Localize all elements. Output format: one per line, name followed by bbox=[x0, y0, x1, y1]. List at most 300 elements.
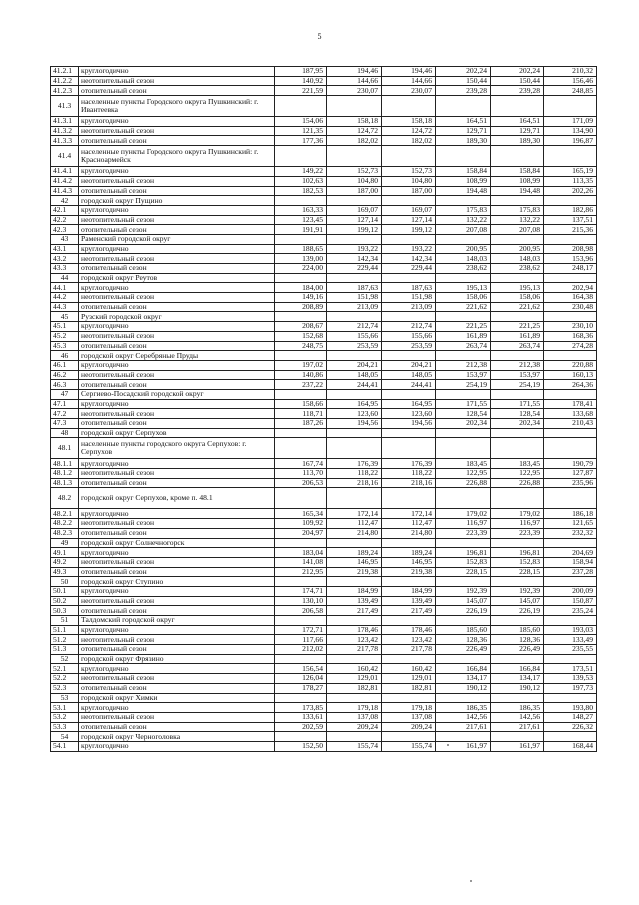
tariff-value-2: 187,00 bbox=[327, 186, 382, 196]
row-name: городской округ Серебряные Пруды bbox=[79, 351, 275, 361]
tariff-value-1 bbox=[275, 273, 327, 283]
tariff-value-6 bbox=[544, 693, 597, 703]
tariff-value-6 bbox=[544, 438, 597, 459]
row-name: отопительный сезон bbox=[79, 419, 275, 429]
tariff-value-4 bbox=[436, 438, 491, 459]
tariff-value-5: 142,56 bbox=[491, 712, 544, 722]
row-name: неотопительный сезон bbox=[79, 126, 275, 136]
tariff-value-2: 123,60 bbox=[327, 409, 382, 419]
tariff-value-6: 139,53 bbox=[544, 674, 597, 684]
tariff-value-4: 196,81 bbox=[436, 548, 491, 558]
row-name: круглогодично bbox=[79, 67, 275, 77]
tariff-value-3: 229,44 bbox=[382, 264, 436, 274]
tariff-value-2: 112,47 bbox=[327, 519, 382, 529]
tariff-value-3: 253,59 bbox=[382, 341, 436, 351]
table-row bbox=[51, 351, 597, 361]
tariff-value-4 bbox=[436, 96, 491, 117]
tariff-value-3: 184,99 bbox=[382, 586, 436, 596]
row-name: неотопительный сезон bbox=[79, 76, 275, 86]
table-row bbox=[51, 380, 597, 390]
row-code: 49.1 bbox=[51, 548, 79, 558]
tariff-value-6: 237,28 bbox=[544, 567, 597, 577]
tariff-value-5: 183,45 bbox=[491, 459, 544, 469]
table-row bbox=[51, 370, 597, 380]
tariff-value-2: 139,49 bbox=[327, 596, 382, 606]
tariff-value-3 bbox=[382, 654, 436, 664]
tariff-value-4 bbox=[436, 351, 491, 361]
tariff-value-4 bbox=[436, 389, 491, 399]
tariff-value-1 bbox=[275, 312, 327, 322]
tariff-value-6 bbox=[544, 389, 597, 399]
row-name: городской округ Фрязино bbox=[79, 654, 275, 664]
tariff-value-5: 226,49 bbox=[491, 645, 544, 655]
row-code: 41.4.3 bbox=[51, 186, 79, 196]
tariff-value-4: 132,22 bbox=[436, 215, 491, 225]
tariff-value-4 bbox=[436, 146, 491, 167]
table-row bbox=[51, 419, 597, 429]
tariff-value-4: 238,62 bbox=[436, 264, 491, 274]
tariff-value-4 bbox=[436, 273, 491, 283]
row-name: населенные пункты Городского округа Пушкинский: г. Красноармейск bbox=[79, 146, 275, 167]
tariff-value-4: 158,84 bbox=[436, 167, 491, 177]
row-name: городской округ Химки bbox=[79, 693, 275, 703]
row-code: 50.2 bbox=[51, 596, 79, 606]
tariff-value-1 bbox=[275, 488, 327, 509]
tariff-value-1: 102,63 bbox=[275, 176, 327, 186]
tariff-value-4 bbox=[436, 693, 491, 703]
tariff-value-1: 109,92 bbox=[275, 519, 327, 529]
tariff-value-5: 158,84 bbox=[491, 167, 544, 177]
tariff-value-3: 219,38 bbox=[382, 567, 436, 577]
row-name: отопительный сезон bbox=[79, 722, 275, 732]
tariff-value-5 bbox=[491, 654, 544, 664]
tariff-value-4: 221,62 bbox=[436, 302, 491, 312]
tariff-value-4: 150,44 bbox=[436, 76, 491, 86]
table-row bbox=[51, 234, 597, 244]
tariff-value-1 bbox=[275, 146, 327, 167]
tariff-value-6: 220,88 bbox=[544, 360, 597, 370]
table-row bbox=[51, 409, 597, 419]
row-name: отопительный сезон bbox=[79, 341, 275, 351]
table-row bbox=[51, 577, 597, 587]
tariff-value-5: 175,83 bbox=[491, 205, 544, 215]
table-row bbox=[51, 428, 597, 438]
tariff-value-6: 226,32 bbox=[544, 722, 597, 732]
tariff-value-3 bbox=[382, 616, 436, 626]
tariff-value-4: 186,35 bbox=[436, 703, 491, 713]
row-name: отопительный сезон bbox=[79, 302, 275, 312]
row-name: отопительный сезон bbox=[79, 264, 275, 274]
tariff-value-4: 254,19 bbox=[436, 380, 491, 390]
tariff-value-4: 195,13 bbox=[436, 283, 491, 293]
tariff-value-5: 158,06 bbox=[491, 293, 544, 303]
row-name: неотопительный сезон bbox=[79, 674, 275, 684]
tariff-value-4: 122,95 bbox=[436, 469, 491, 479]
tariff-value-3 bbox=[382, 538, 436, 548]
tariff-value-6: 178,41 bbox=[544, 399, 597, 409]
row-name: круглогодично bbox=[79, 664, 275, 674]
tariff-value-6 bbox=[544, 577, 597, 587]
tariff-value-1 bbox=[275, 693, 327, 703]
row-code: 41.4.2 bbox=[51, 176, 79, 186]
row-code: 50.1 bbox=[51, 586, 79, 596]
table-row bbox=[51, 322, 597, 332]
tariff-value-6: 148,27 bbox=[544, 712, 597, 722]
tariff-value-6: 248,17 bbox=[544, 264, 597, 274]
tariff-value-6: 173,51 bbox=[544, 664, 597, 674]
row-code: 48.1 bbox=[51, 438, 79, 459]
tariff-value-3: 142,34 bbox=[382, 254, 436, 264]
tariff-value-1: 202,59 bbox=[275, 722, 327, 732]
table-row bbox=[51, 722, 597, 732]
row-code: 52.3 bbox=[51, 683, 79, 693]
row-name: круглогодично bbox=[79, 399, 275, 409]
table-row bbox=[51, 557, 597, 567]
tariff-value-6 bbox=[544, 616, 597, 626]
row-code: 51.1 bbox=[51, 625, 79, 635]
row-name: отопительный сезон bbox=[79, 225, 275, 235]
row-code: 48.2.1 bbox=[51, 509, 79, 519]
tariff-value-3: 172,14 bbox=[382, 509, 436, 519]
tariff-value-5 bbox=[491, 693, 544, 703]
tariff-value-5: 207,08 bbox=[491, 225, 544, 235]
tariff-value-6 bbox=[544, 196, 597, 206]
table-row bbox=[51, 635, 597, 645]
tariff-value-4: 226,19 bbox=[436, 606, 491, 616]
tariff-value-5: 254,19 bbox=[491, 380, 544, 390]
tariff-value-1: 139,00 bbox=[275, 254, 327, 264]
tariff-value-4: 190,12 bbox=[436, 683, 491, 693]
tariff-value-6: 264,36 bbox=[544, 380, 597, 390]
tariff-value-2: 193,22 bbox=[327, 244, 382, 254]
tariff-value-3: 212,74 bbox=[382, 322, 436, 332]
table-row bbox=[51, 176, 597, 186]
row-code: 51 bbox=[51, 616, 79, 626]
tariff-value-3: 123,60 bbox=[382, 409, 436, 419]
tariff-value-5: 186,35 bbox=[491, 703, 544, 713]
tariff-value-3 bbox=[382, 234, 436, 244]
tariff-value-5: 134,17 bbox=[491, 674, 544, 684]
tariff-value-1: 178,27 bbox=[275, 683, 327, 693]
table-row bbox=[51, 616, 597, 626]
tariff-value-1: 204,97 bbox=[275, 528, 327, 538]
tariff-value-4: 183,45 bbox=[436, 459, 491, 469]
table-row bbox=[51, 625, 597, 635]
tariff-value-1: 140,92 bbox=[275, 76, 327, 86]
tariff-value-4: 223,39 bbox=[436, 528, 491, 538]
table-row bbox=[51, 567, 597, 577]
tariff-value-4 bbox=[436, 654, 491, 664]
tariff-value-1: 133,61 bbox=[275, 712, 327, 722]
row-name: неотопительный сезон bbox=[79, 409, 275, 419]
tariff-value-1: 163,33 bbox=[275, 205, 327, 215]
row-code: 42.2 bbox=[51, 215, 79, 225]
tariff-value-3 bbox=[382, 693, 436, 703]
tariff-value-6: 274,28 bbox=[544, 341, 597, 351]
tariff-value-5: 161,97 bbox=[491, 741, 544, 751]
tariff-value-2: 158,18 bbox=[327, 117, 382, 127]
tariff-value-2: 199,12 bbox=[327, 225, 382, 235]
tariff-value-1: 141,08 bbox=[275, 557, 327, 567]
tariff-value-5 bbox=[491, 577, 544, 587]
tariff-value-3 bbox=[382, 273, 436, 283]
tariff-value-6: 235,96 bbox=[544, 478, 597, 488]
tariff-value-1: 140,86 bbox=[275, 370, 327, 380]
tariff-value-2 bbox=[327, 438, 382, 459]
tariff-value-6: 133,68 bbox=[544, 409, 597, 419]
tariff-value-6 bbox=[544, 146, 597, 167]
tariff-value-5: 132,22 bbox=[491, 215, 544, 225]
tariff-value-4 bbox=[436, 312, 491, 322]
tariff-value-6: 248,85 bbox=[544, 86, 597, 96]
row-name: неотопительный сезон bbox=[79, 254, 275, 264]
tariff-value-4: 153,97 bbox=[436, 370, 491, 380]
tariff-value-5: 116,97 bbox=[491, 519, 544, 529]
tariff-value-5: 202,24 bbox=[491, 67, 544, 77]
row-name: городской округ Серпухов bbox=[79, 428, 275, 438]
tariff-value-1: 154,06 bbox=[275, 117, 327, 127]
row-name: неотопительный сезон bbox=[79, 331, 275, 341]
table-row bbox=[51, 389, 597, 399]
row-code: 41.3.2 bbox=[51, 126, 79, 136]
row-name: населенные пункты Городского округа Пушкинский: г. Ивантеевка bbox=[79, 96, 275, 117]
row-name: отопительный сезон bbox=[79, 645, 275, 655]
row-name: Рузский городской округ bbox=[79, 312, 275, 322]
table-row bbox=[51, 703, 597, 713]
tariff-value-5: 122,95 bbox=[491, 469, 544, 479]
tariff-value-2: 144,66 bbox=[327, 76, 382, 86]
tariff-value-1: 184,00 bbox=[275, 283, 327, 293]
row-code: 41.3.3 bbox=[51, 136, 79, 146]
tariff-value-6: 137,51 bbox=[544, 215, 597, 225]
tariff-value-2: 179,18 bbox=[327, 703, 382, 713]
tariff-value-4: 134,17 bbox=[436, 674, 491, 684]
tariff-value-4: 161,89 bbox=[436, 331, 491, 341]
tariff-value-1: 121,35 bbox=[275, 126, 327, 136]
row-name: городской округ Пущино bbox=[79, 196, 275, 206]
row-name: круглогодично bbox=[79, 117, 275, 127]
row-code: 48.2 bbox=[51, 488, 79, 509]
tariff-value-2: 219,38 bbox=[327, 567, 382, 577]
row-code: 41.4 bbox=[51, 146, 79, 167]
row-name: круглогодично bbox=[79, 703, 275, 713]
tariff-value-6: 156,46 bbox=[544, 76, 597, 86]
tariff-value-4: 263,74 bbox=[436, 341, 491, 351]
row-name: круглогодично bbox=[79, 509, 275, 519]
tariff-value-5 bbox=[491, 146, 544, 167]
row-code: 51.2 bbox=[51, 635, 79, 645]
tariff-value-2: 229,44 bbox=[327, 264, 382, 274]
tariff-value-4: 171,55 bbox=[436, 399, 491, 409]
tariff-value-1: 172,71 bbox=[275, 625, 327, 635]
tariff-value-1 bbox=[275, 389, 327, 399]
tariff-value-1: 237,22 bbox=[275, 380, 327, 390]
tariff-value-1: 197,02 bbox=[275, 360, 327, 370]
tariff-value-3 bbox=[382, 146, 436, 167]
tariff-value-4: 161,97 bbox=[436, 741, 491, 751]
tariff-value-6: 113,35 bbox=[544, 176, 597, 186]
tariff-value-5: 145,07 bbox=[491, 596, 544, 606]
tariff-value-2: 123,42 bbox=[327, 635, 382, 645]
tariff-value-1 bbox=[275, 438, 327, 459]
tariff-value-2 bbox=[327, 693, 382, 703]
table-row bbox=[51, 146, 597, 167]
tariff-value-3: 182,02 bbox=[382, 136, 436, 146]
tariff-value-3 bbox=[382, 732, 436, 742]
tariff-value-6 bbox=[544, 96, 597, 117]
tariff-value-3 bbox=[382, 577, 436, 587]
tariff-value-5: 221,62 bbox=[491, 302, 544, 312]
row-name: Талдомский городской округ bbox=[79, 616, 275, 626]
row-code: 48 bbox=[51, 428, 79, 438]
row-name: неотопительный сезон bbox=[79, 370, 275, 380]
tariff-value-6: 164,38 bbox=[544, 293, 597, 303]
tariff-value-1 bbox=[275, 616, 327, 626]
tariff-value-4 bbox=[436, 538, 491, 548]
tariff-value-6 bbox=[544, 312, 597, 322]
tariff-value-5: 195,13 bbox=[491, 283, 544, 293]
tariff-value-1: 221,59 bbox=[275, 86, 327, 96]
table-row bbox=[51, 654, 597, 664]
row-name: отопительный сезон bbox=[79, 478, 275, 488]
tariff-value-3: 213,09 bbox=[382, 302, 436, 312]
tariff-value-6 bbox=[544, 234, 597, 244]
tariff-value-2: 129,01 bbox=[327, 674, 382, 684]
tariff-value-4 bbox=[436, 428, 491, 438]
row-name: круглогодично bbox=[79, 459, 275, 469]
tariff-value-3: 217,49 bbox=[382, 606, 436, 616]
tariff-value-3: 182,81 bbox=[382, 683, 436, 693]
tariff-value-2: 253,59 bbox=[327, 341, 382, 351]
tariff-value-2 bbox=[327, 577, 382, 587]
table-row bbox=[51, 136, 597, 146]
tariff-value-6: 196,87 bbox=[544, 136, 597, 146]
row-code: 48.2.3 bbox=[51, 528, 79, 538]
tariff-value-1: 152,50 bbox=[275, 741, 327, 751]
tariff-value-5: 221,25 bbox=[491, 322, 544, 332]
tariff-value-3: 112,47 bbox=[382, 519, 436, 529]
tariff-value-1 bbox=[275, 654, 327, 664]
table-row bbox=[51, 312, 597, 322]
table-row bbox=[51, 254, 597, 264]
tariff-value-5: 226,88 bbox=[491, 478, 544, 488]
tariff-value-3: 187,00 bbox=[382, 186, 436, 196]
tariff-value-1 bbox=[275, 234, 327, 244]
tariff-value-5: 202,34 bbox=[491, 419, 544, 429]
row-name: неотопительный сезон bbox=[79, 596, 275, 606]
tariff-value-2: 160,42 bbox=[327, 664, 382, 674]
row-code: 52.2 bbox=[51, 674, 79, 684]
tariff-value-2: 176,39 bbox=[327, 459, 382, 469]
tariff-value-4: 189,30 bbox=[436, 136, 491, 146]
tariff-value-4: 226,49 bbox=[436, 645, 491, 655]
tariff-value-1 bbox=[275, 538, 327, 548]
tariff-value-3: 217,78 bbox=[382, 645, 436, 655]
tariff-value-6 bbox=[544, 732, 597, 742]
tariff-value-2: 187,63 bbox=[327, 283, 382, 293]
tariff-value-5 bbox=[491, 234, 544, 244]
tariff-value-3: 123,42 bbox=[382, 635, 436, 645]
tariff-value-5: 153,97 bbox=[491, 370, 544, 380]
row-name: городской округ Серпухов, кроме п. 48.1 bbox=[79, 488, 275, 509]
tariff-value-5: 148,03 bbox=[491, 254, 544, 264]
tariff-value-3: 146,95 bbox=[382, 557, 436, 567]
tariff-value-4: 148,03 bbox=[436, 254, 491, 264]
tariff-value-3: 178,46 bbox=[382, 625, 436, 635]
tariff-value-4 bbox=[436, 196, 491, 206]
row-code: 46.3 bbox=[51, 380, 79, 390]
row-code: 41.2.2 bbox=[51, 76, 79, 86]
tariff-value-1: 158,66 bbox=[275, 399, 327, 409]
tariff-value-2 bbox=[327, 96, 382, 117]
tariff-value-5 bbox=[491, 196, 544, 206]
tariff-table-body bbox=[51, 67, 597, 752]
table-row bbox=[51, 167, 597, 177]
row-name: круглогодично bbox=[79, 167, 275, 177]
table-row bbox=[51, 117, 597, 127]
tariff-value-6 bbox=[544, 273, 597, 283]
tariff-value-4 bbox=[436, 488, 491, 509]
table-row bbox=[51, 693, 597, 703]
tariff-value-2: 244,41 bbox=[327, 380, 382, 390]
table-row bbox=[51, 399, 597, 409]
tariff-value-6 bbox=[544, 351, 597, 361]
row-code: 43 bbox=[51, 234, 79, 244]
tariff-value-6: 193,03 bbox=[544, 625, 597, 635]
tariff-value-6: 134,90 bbox=[544, 126, 597, 136]
tariff-value-5: 239,28 bbox=[491, 86, 544, 96]
row-name: неотопительный сезон bbox=[79, 712, 275, 722]
row-code: 52 bbox=[51, 654, 79, 664]
tariff-value-1: 187,26 bbox=[275, 419, 327, 429]
tariff-value-6: 121,65 bbox=[544, 519, 597, 529]
tariff-value-2: 218,16 bbox=[327, 478, 382, 488]
tariff-value-6: 190,79 bbox=[544, 459, 597, 469]
tariff-value-3: 144,66 bbox=[382, 76, 436, 86]
table-row bbox=[51, 538, 597, 548]
table-row bbox=[51, 548, 597, 558]
tariff-value-4: 212,38 bbox=[436, 360, 491, 370]
tariff-value-6 bbox=[544, 488, 597, 509]
tariff-value-1: 248,75 bbox=[275, 341, 327, 351]
tariff-value-2: 169,07 bbox=[327, 205, 382, 215]
table-row bbox=[51, 674, 597, 684]
row-name: неотопительный сезон bbox=[79, 557, 275, 567]
table-row bbox=[51, 264, 597, 274]
tariff-value-1: 117,66 bbox=[275, 635, 327, 645]
tariff-value-5: 179,02 bbox=[491, 509, 544, 519]
tariff-value-3: 193,22 bbox=[382, 244, 436, 254]
row-name: неотопительный сезон bbox=[79, 215, 275, 225]
tariff-value-1: 152,68 bbox=[275, 331, 327, 341]
tariff-value-4: 129,71 bbox=[436, 126, 491, 136]
row-name: Сергиево-Посадский городской округ bbox=[79, 389, 275, 399]
row-code: 53 bbox=[51, 693, 79, 703]
page-number: 5 bbox=[317, 32, 322, 41]
tariff-value-2: 127,14 bbox=[327, 215, 382, 225]
row-name: круглогодично bbox=[79, 360, 275, 370]
table-row bbox=[51, 459, 597, 469]
table-row bbox=[51, 225, 597, 235]
tariff-value-1: 149,16 bbox=[275, 293, 327, 303]
row-name: отопительный сезон bbox=[79, 186, 275, 196]
tariff-value-3 bbox=[382, 488, 436, 509]
tariff-value-3: 124,72 bbox=[382, 126, 436, 136]
tariff-value-3: 209,24 bbox=[382, 722, 436, 732]
row-code: 42.3 bbox=[51, 225, 79, 235]
tariff-value-6 bbox=[544, 654, 597, 664]
tariff-value-6: 204,69 bbox=[544, 548, 597, 558]
